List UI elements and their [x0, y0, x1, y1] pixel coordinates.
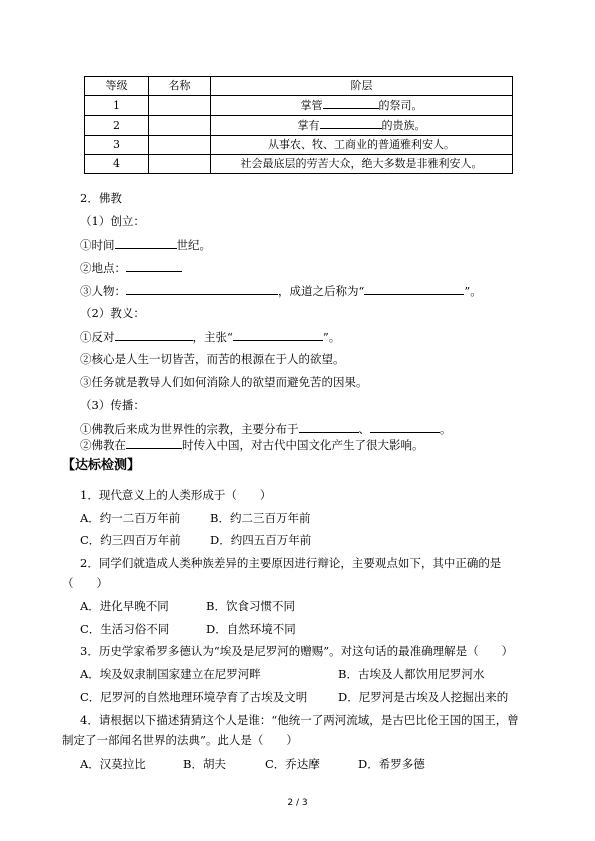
question-4-stem-cont: 制定了一部闻名世界的法典”。此人是（ ） [62, 733, 298, 747]
row-stratum: 掌有 的贵族。 [211, 116, 513, 136]
q2-option-b[interactable]: B．饮食习惯不同 [206, 599, 295, 613]
spread-world: ①佛教后来成为世界性的宗教，主要分布于 、 。 [80, 422, 452, 436]
spread-china: ②佛教在 时传入中国，对古代中国文化产生了很大影响。 [80, 438, 424, 452]
q2-option-d[interactable]: D．自然环境不同 [206, 622, 296, 636]
founding-heading: （1）创立： [80, 214, 145, 228]
row-level: 1 [85, 96, 149, 116]
founding-person: ③人物： ，成道之后称为“ ”。 [80, 284, 482, 298]
row-name-cell[interactable] [149, 96, 211, 116]
buddhism-heading: 2．佛教 [80, 191, 122, 205]
table-row [85, 155, 513, 174]
row-name-cell[interactable] [149, 136, 211, 155]
page-number: 2 / 3 [287, 798, 308, 808]
q1-option-c[interactable]: C．约三四百万年前 [80, 533, 181, 547]
table-row [85, 116, 513, 136]
blank-line[interactable] [323, 96, 379, 109]
row-stratum: 从事农、牧、工商业的普通雅利安人。 [211, 136, 513, 155]
table-row [85, 136, 513, 155]
row-name-cell[interactable] [149, 116, 211, 136]
doctrine-heading: （2）教义： [80, 306, 145, 320]
blank-line[interactable] [233, 328, 323, 341]
spread-heading: （3）传播： [80, 398, 145, 412]
caste-table [84, 76, 513, 174]
q1-option-b[interactable]: B．约二三百万年前 [210, 511, 311, 525]
row-level: 2 [85, 116, 149, 136]
q3-option-d[interactable]: D．尼罗河是古埃及人挖掘出来的 [338, 690, 509, 704]
table-row [85, 96, 513, 116]
blank-line[interactable] [115, 236, 177, 249]
founding-time: ①时间 世纪。 [80, 238, 211, 252]
q3-option-a[interactable]: A．埃及奴隶制国家建立在尼罗河畔 [80, 667, 261, 681]
blank-line[interactable] [126, 259, 182, 272]
q4-option-d[interactable]: D．希罗多德 [358, 757, 425, 771]
blank-line[interactable] [126, 436, 182, 449]
row-level: 4 [85, 155, 149, 174]
row-level: 3 [85, 136, 149, 155]
blank-line[interactable] [299, 420, 359, 433]
header-level: 等级 [85, 77, 149, 96]
blank-line[interactable] [115, 328, 193, 341]
q2-option-a[interactable]: A．进化早晚不同 [80, 599, 169, 613]
blank-line[interactable] [320, 116, 382, 129]
row-stratum: 社会最底层的劳苦大众，绝大多数是非雅利安人。 [211, 155, 513, 174]
doctrine-task: ③任务就是教导人们如何消除人的欲望而避免苦的因果。 [80, 375, 368, 389]
q4-option-c[interactable]: C．乔达摩 [265, 757, 320, 771]
table-header-row [85, 77, 513, 96]
doctrine-core: ②核心是人生一切皆苦，而苦的根源在于人的欲望。 [80, 352, 345, 366]
question-4-stem: 4．请根据以下描述猜猜这个人是谁：“他统一了两河流域，是古巴比伦王国的国王，曾 [80, 713, 519, 727]
question-3-stem: 3．历史学家希罗多德认为“埃及是尼罗河的赠赐”。对这句话的最准确理解是（ ） [80, 644, 514, 658]
doctrine-oppose: ①反对 ，主张“ ”。 [80, 330, 341, 344]
q4-option-b[interactable]: B．胡夫 [183, 757, 226, 771]
row-name-cell[interactable] [149, 155, 211, 174]
question-1-stem: 1．现代意义上的人类形成于（ ） [80, 488, 272, 502]
header-name: 名称 [149, 77, 211, 96]
q3-option-c[interactable]: C．尼罗河的自然地理环境孕育了古埃及文明 [80, 690, 308, 704]
q1-option-d[interactable]: D．约四五百万年前 [210, 533, 312, 547]
blank-line[interactable] [126, 282, 278, 295]
blank-line[interactable] [364, 282, 464, 295]
blank-line[interactable] [370, 420, 440, 433]
q1-option-a[interactable]: A．约一二百万年前 [80, 511, 181, 525]
q4-option-a[interactable]: A．汉莫拉比 [80, 757, 146, 771]
founding-place: ②地点： [80, 259, 182, 276]
section-title: 【达标检测】 [62, 458, 141, 473]
question-2-stem: 2．同学们就造成人类种族差异的主要原因进行辩论，主要观点如下，其中正确的是 [80, 556, 502, 570]
header-stratum: 阶层 [211, 77, 513, 96]
q3-option-b[interactable]: B．古埃及人都饮用尼罗河水 [338, 667, 485, 681]
question-2-stem-cont: （ ） [62, 576, 108, 590]
row-stratum: 掌管 的祭司。 [211, 96, 513, 116]
q2-option-c[interactable]: C．生活习俗不同 [80, 622, 170, 636]
